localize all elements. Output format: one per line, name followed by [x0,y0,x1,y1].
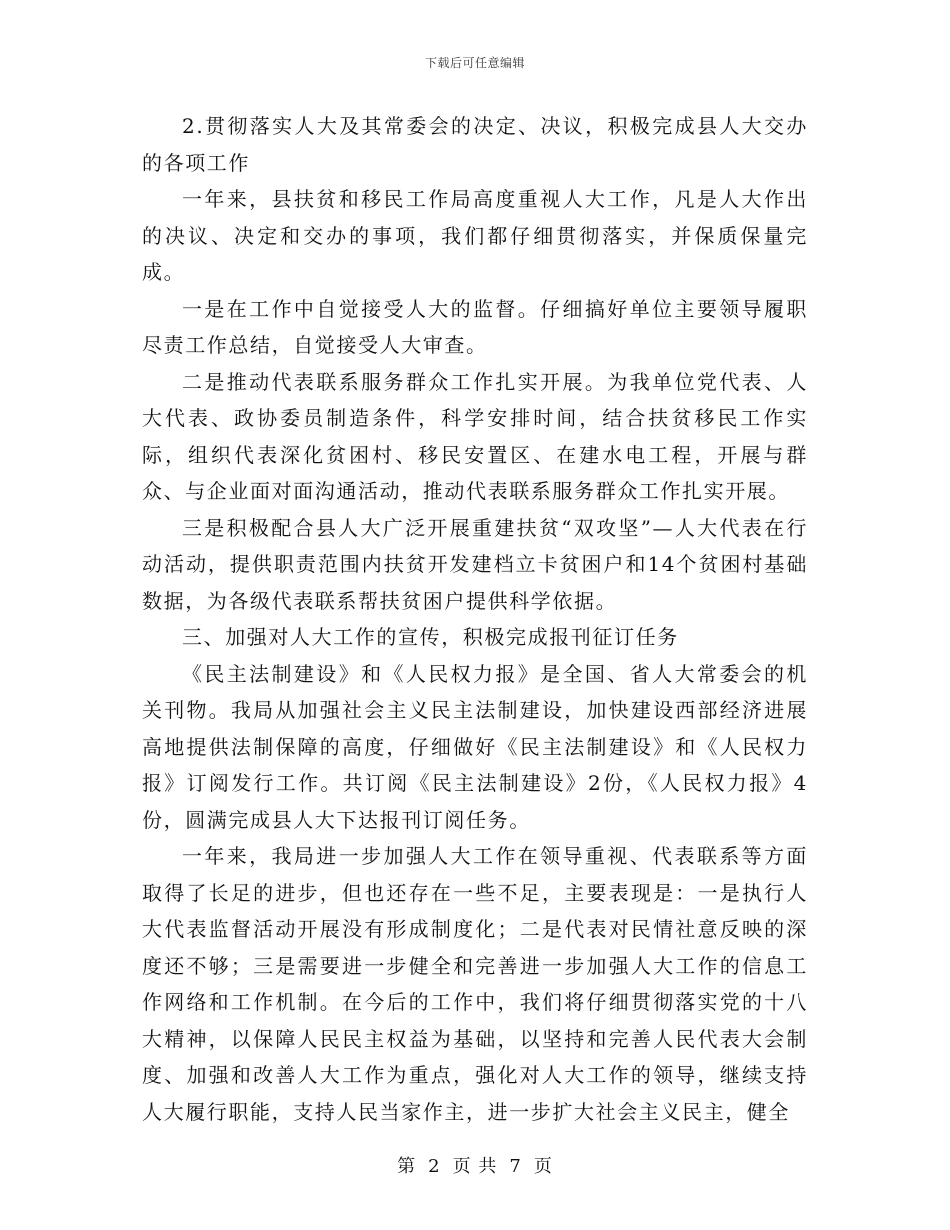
header-note: 下载后可任意编辑 [424,56,525,70]
footer-total-pages: 7 [509,1156,522,1177]
footer-suffix: 页 [533,1156,553,1177]
paragraph-3: 一是在工作中自觉接受人大的监督。仔细搞好单位主要领导履职尽责工作总结，自觉接受人大审查。 [142,296,808,357]
paragraph-6: 三、加强对人大工作的宣传，积极完成报刊征订任务 [182,625,679,649]
document-body [142,108,808,1130]
paragraph-5: 三是积极配合县人大广泛开展重建扶贫“双攻坚”—人大代表在行动活动，提供职责范围内扶贫开发建档立卡贫困户和14个贫困村基础数据，为各级代表联系帮扶贫困户提供科学依据。 [142,515,808,613]
page-footer [0,1152,950,1178]
paragraph-2: 一年来，县扶贫和移民工作局高度重视人大工作，凡是人大作出的决议、决定和交办的事项，我们都仔细贯彻落实，并保质保量完成。 [142,187,808,284]
footer-current-page: 2 [428,1156,441,1177]
footer-middle: 页 共 [452,1156,498,1177]
paragraph-7: 《民主法制建设》和《人民权力报》是全国、省人大常委会的机关刊物。我局从加强社会主义民主法制建设，加快建设西部经济进展高地提供法制保障的高度，仔细做好《民主法制建设》和《人民权力报》订阅发行工作。共订阅《民主法制建设》2份，《人民权力报》4份，圆满完成县人大下达报刊订阅任务。 [142,661,808,832]
footer-prefix: 第 [397,1156,417,1177]
paragraph-4: 二是推动代表联系服务群众工作扎实开展。为我单位党代表、人大代表、政协委员制造条件，科学安排时间，结合扶贫移民工作实际，组织代表深化贫困村、移民安置区、在建水电工程，开展与群众、与企业面对面沟通活动，推动代表联系服务群众工作扎实开展。 [142,369,808,503]
paragraph-1: 2.贯彻落实人大及其常委会的决定、决议，积极完成县人大交办的各项工作 [142,114,808,175]
paragraph-8: 一年来，我局进一步加强人大工作在领导重视、代表联系等方面取得了长足的进步，但也还存在一些不足，主要表现是：一是执行人大代表监督活动开展没有形成制度化；二是代表对民情社意反映的深度还不够；三是需要进一步健全和完善进一步加强人大工作的信息工作网络和工作机制。在今后的工作中，我们将仔细贯彻落实党的十八大精神，以保障人民民主权益为基础，以坚持和完善人民代表大会制度、加强和改善人大工作为重点，强化对人大工作的领导，继续支持人大履行职能，支持人民当家作主，进一步扩大社会主义民主，健全 [142,844,808,1124]
